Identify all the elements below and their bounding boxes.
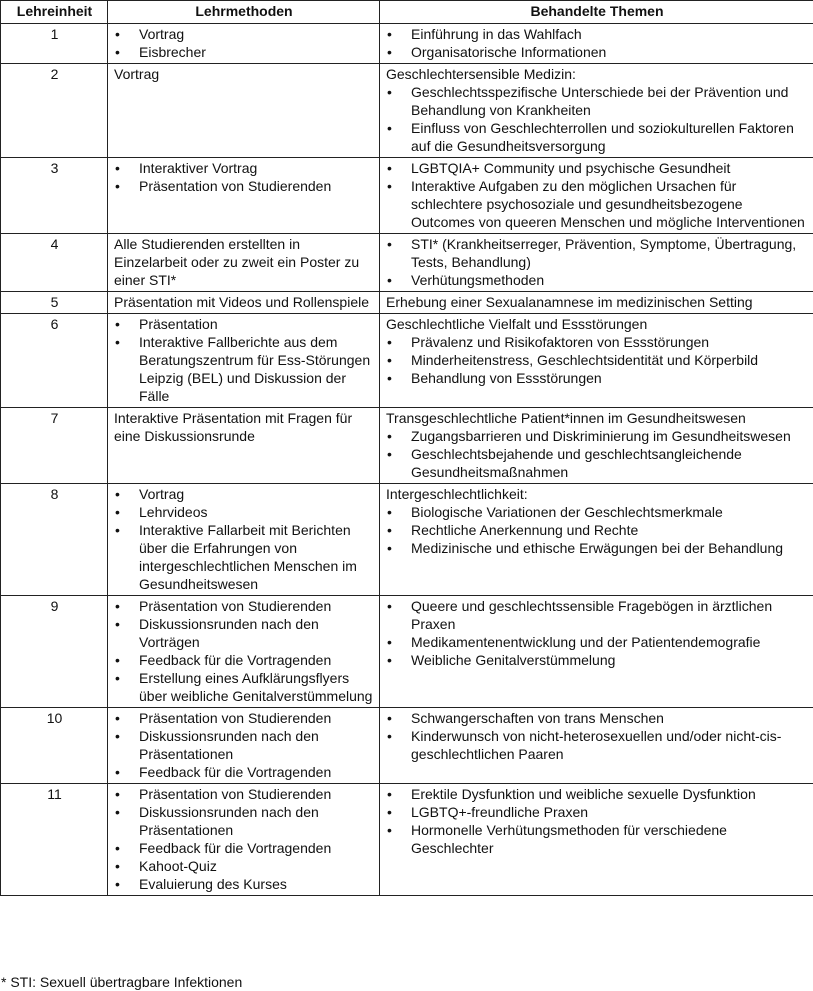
unit-number: 11 <box>1 784 108 896</box>
method-item: • Lehrvideos <box>114 503 374 521</box>
methods-list <box>114 597 374 705</box>
method-item: • Interaktive Fallarbeit mit Berichten über die Erfahrungen von intergeschlechtlichen Menschen im Gesundheitswesen <box>114 521 374 593</box>
method-item: • Diskussionsrunden nach den Vorträgen <box>114 615 374 651</box>
topic-item: • Zugangsbarrieren und Diskriminierung im Gesundheitswesen <box>386 427 808 445</box>
methods-list <box>114 485 374 593</box>
methods-cell <box>108 408 380 484</box>
topics-cell <box>380 408 813 484</box>
topics-intro: Geschlechtliche Vielfalt und Essstörungen <box>386 316 648 332</box>
unit-number: 4 <box>1 234 108 292</box>
topics-list <box>386 785 808 857</box>
methods-cell <box>108 484 380 596</box>
topic-item: • STI* (Krankheitserreger, Prävention, Symptome, Übertragung, Tests, Behandlung) <box>386 235 808 271</box>
methods-cell <box>108 64 380 158</box>
unit-number: 10 <box>1 708 108 784</box>
topic-item: • Einfluss von Geschlechterrollen und soziokulturellen Faktoren auf die Gesundheitsversorgung <box>386 119 808 155</box>
topics-cell <box>380 484 813 596</box>
topic-item: • Prävalenz und Risikofaktoren von Essstörungen <box>386 333 808 351</box>
topics-intro: Intergeschlechtlichkeit: <box>386 486 528 502</box>
unit-number: 1 <box>1 24 108 64</box>
topic-item: • Geschlechtsbejahende und geschlechtsangleichende Gesundheitsmaßnahmen <box>386 445 808 481</box>
method-item: • Feedback für die Vortragenden <box>114 651 374 669</box>
topics-list <box>386 83 808 155</box>
header-row <box>1 1 813 24</box>
methods-cell <box>108 708 380 784</box>
method-item: • Präsentation von Studierenden <box>114 785 374 803</box>
table-row <box>1 708 813 784</box>
methods-cell <box>108 314 380 408</box>
methods-list <box>114 709 374 781</box>
topic-item: • Interaktive Aufgaben zu den möglichen Ursachen für schlechtere psychosoziale und gesundheitsbezogene Outcomes von queeren Menschen und mögliche Interventionen <box>386 177 808 231</box>
methods-cell <box>108 24 380 64</box>
topic-item: • LGBTQ+-freundliche Praxen <box>386 803 808 821</box>
method-item: • Interaktive Fallberichte aus dem Beratungszentrum für Ess-Störungen Leipzig (BEL) und Diskussion der Fälle <box>114 333 374 405</box>
topics-list <box>386 503 808 557</box>
topics-cell <box>380 596 813 708</box>
topics-list <box>386 159 808 231</box>
topic-item: • Medikamentenentwicklung und der Patientendemografie <box>386 633 808 651</box>
header-topics: Behandelte Themen <box>380 1 813 24</box>
topics-intro: Transgeschlechtliche Patient*innen im Gesundheitswesen <box>386 410 746 426</box>
methods-cell <box>108 596 380 708</box>
topic-item: • Minderheitenstress, Geschlechtsidentität und Körperbild <box>386 351 808 369</box>
footnote: * STI: Sexuell übertragbare Infektionen <box>1 974 243 990</box>
method-item: • Erstellung eines Aufklärungsflyers über weibliche Genitalverstümmelung <box>114 669 374 705</box>
topic-item: • Erektile Dysfunktion und weibliche sexuelle Dysfunktion <box>386 785 808 803</box>
methods-intro: Präsentation mit Videos und Rollenspiele <box>114 294 370 310</box>
methods-cell <box>108 292 380 314</box>
method-item: • Feedback für die Vortragenden <box>114 839 374 857</box>
methods-cell <box>108 158 380 234</box>
method-item: • Präsentation <box>114 315 374 333</box>
unit-number: 6 <box>1 314 108 408</box>
topics-cell <box>380 158 813 234</box>
methods-list <box>114 315 374 405</box>
topic-item: • Einführung in das Wahlfach <box>386 25 808 43</box>
table-row <box>1 408 813 484</box>
topic-item: • Rechtliche Anerkennung und Rechte <box>386 521 808 539</box>
method-item: • Vortrag <box>114 485 374 503</box>
method-item: • Präsentation von Studierenden <box>114 177 374 195</box>
unit-number: 2 <box>1 64 108 158</box>
topics-cell <box>380 64 813 158</box>
methods-cell <box>108 784 380 896</box>
topic-item: • Biologische Variationen der Geschlechtsmerkmale <box>386 503 808 521</box>
method-item: • Diskussionsrunden nach den Präsentationen <box>114 803 374 839</box>
method-item: • Kahoot-Quiz <box>114 857 374 875</box>
method-item: • Präsentation von Studierenden <box>114 597 374 615</box>
topics-list <box>386 427 808 481</box>
topics-intro: Geschlechtersensible Medizin: <box>386 66 576 82</box>
methods-list <box>114 159 374 195</box>
topics-list <box>386 709 808 763</box>
method-item: • Eisbrecher <box>114 43 374 61</box>
topics-cell <box>380 234 813 292</box>
method-item: • Evaluierung des Kurses <box>114 875 374 893</box>
unit-number: 9 <box>1 596 108 708</box>
table-row <box>1 314 813 408</box>
table-row <box>1 158 813 234</box>
topics-cell <box>380 708 813 784</box>
unit-number: 5 <box>1 292 108 314</box>
methods-list <box>114 785 374 893</box>
topic-item: • Schwangerschaften von trans Menschen <box>386 709 808 727</box>
methods-list <box>114 25 374 61</box>
header-methods: Lehrmethoden <box>108 1 380 24</box>
table-row <box>1 64 813 158</box>
method-item: • Diskussionsrunden nach den Präsentationen <box>114 727 374 763</box>
topic-item: • Kinderwunsch von nicht-heterosexuellen und/oder nicht-cis-geschlechtlichen Paaren <box>386 727 808 763</box>
topics-list <box>386 25 808 61</box>
methods-intro: Vortrag <box>114 66 160 82</box>
topics-cell <box>380 292 813 314</box>
table-body <box>1 24 813 896</box>
unit-number: 7 <box>1 408 108 484</box>
topic-item: • Organisatorische Informationen <box>386 43 808 61</box>
topics-cell <box>380 784 813 896</box>
topic-item: • Queere und geschlechtssensible Fragebögen in ärztlichen Praxen <box>386 597 808 633</box>
table-row <box>1 24 813 64</box>
topics-cell <box>380 314 813 408</box>
methods-intro: Interaktive Präsentation mit Fragen für eine Diskussionsrunde <box>114 410 353 444</box>
method-item: • Feedback für die Vortragenden <box>114 763 374 781</box>
topics-intro: Erhebung einer Sexualanamnese im medizinischen Setting <box>386 294 753 310</box>
table-row <box>1 784 813 896</box>
methods-intro: Alle Studierenden erstellten in Einzelarbeit oder zu zweit ein Poster zu einer STI* <box>114 236 360 288</box>
topic-item: • Medizinische und ethische Erwägungen bei der Behandlung <box>386 539 808 557</box>
topic-item: • Verhütungsmethoden <box>386 271 808 289</box>
methods-cell <box>108 234 380 292</box>
table-row <box>1 484 813 596</box>
topic-item: • Geschlechtsspezifische Unterschiede bei der Prävention und Behandlung von Krankheiten <box>386 83 808 119</box>
topic-item: • Behandlung von Essstörungen <box>386 369 808 387</box>
topics-list <box>386 235 808 289</box>
table-row <box>1 596 813 708</box>
unit-number: 3 <box>1 158 108 234</box>
topic-item: • LGBTQIA+ Community und psychische Gesundheit <box>386 159 808 177</box>
table-header <box>1 1 813 24</box>
topic-item: • Hormonelle Verhütungsmethoden für verschiedene Geschlechter <box>386 821 808 857</box>
topics-cell <box>380 24 813 64</box>
header-unit: Lehreinheit <box>1 1 108 24</box>
method-item: • Präsentation von Studierenden <box>114 709 374 727</box>
topics-list <box>386 597 808 669</box>
method-item: • Vortrag <box>114 25 374 43</box>
topics-list <box>386 333 808 387</box>
method-item: • Interaktiver Vortrag <box>114 159 374 177</box>
unit-number: 8 <box>1 484 108 596</box>
table-row <box>1 292 813 314</box>
topic-item: • Weibliche Genitalverstümmelung <box>386 651 808 669</box>
table-row <box>1 234 813 292</box>
